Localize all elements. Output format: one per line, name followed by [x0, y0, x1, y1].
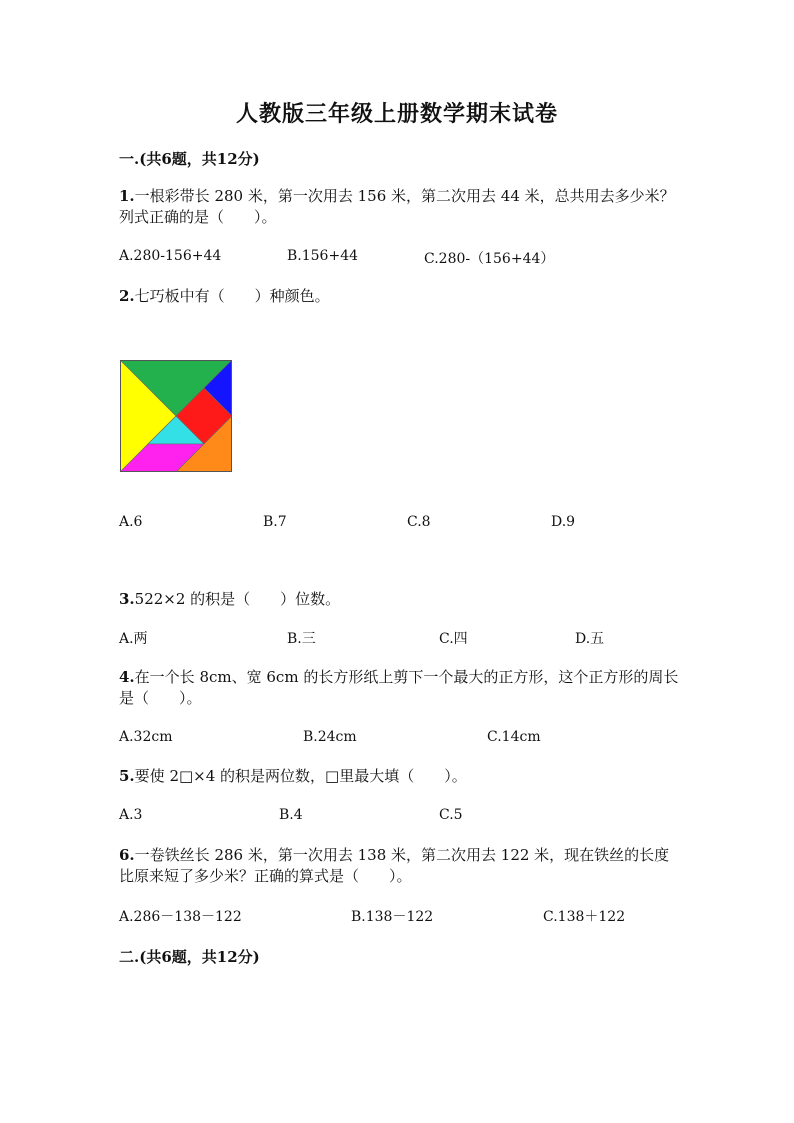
question-6: [119, 845, 679, 887]
question-number: 6.: [119, 846, 135, 864]
question-text: 一根彩带长 280 米，第一次用去 156 米，第二次用去 44 米，总共用去多少米？列式正确的是（ ）。: [119, 187, 675, 226]
question-3-options: [119, 628, 679, 648]
question-text: 一卷铁丝长 286 米，第一次用去 138 米，第二次用去 122 米，现在铁丝的长度比原来短了多少米？正确的算式是（ ）。: [119, 846, 670, 885]
question-2-options: [119, 514, 679, 534]
question-5: [119, 766, 679, 787]
option-a[interactable]: A.6: [119, 514, 143, 530]
section-heading-2: 二.(共6题，共12分): [119, 948, 260, 966]
option-b[interactable]: B.24cm: [303, 729, 357, 745]
tangram-image: [120, 360, 232, 472]
section-heading-1: 一.(共6题，共12分): [119, 150, 260, 168]
page-title: 人教版三年级上册数学期末试卷: [235, 101, 558, 127]
option-d[interactable]: D.9: [551, 514, 576, 530]
option-c[interactable]: C.280-（156+44）: [424, 251, 555, 267]
question-1-options: [119, 248, 679, 268]
question-number: 3.: [119, 590, 135, 608]
option-a[interactable]: A.286－138－122: [119, 909, 242, 925]
option-b[interactable]: B.7: [263, 514, 287, 530]
option-c[interactable]: C.四: [439, 631, 468, 647]
option-a[interactable]: A.280-156+44: [119, 248, 222, 264]
option-d[interactable]: D.五: [575, 631, 605, 647]
option-b[interactable]: B.4: [279, 807, 303, 823]
option-a[interactable]: A.32cm: [119, 729, 173, 745]
option-a[interactable]: A.两: [119, 631, 148, 647]
question-number: 2.: [119, 287, 135, 305]
question-5-options: [119, 807, 679, 827]
option-a[interactable]: A.3: [119, 807, 143, 823]
option-c[interactable]: C.8: [407, 514, 431, 530]
question-text: 七巧板中有（ ）种颜色。: [134, 287, 330, 305]
option-b[interactable]: B.三: [287, 631, 316, 647]
question-3: [119, 589, 679, 610]
option-b[interactable]: B.156+44: [287, 248, 359, 264]
option-c[interactable]: C.138＋122: [543, 909, 626, 925]
question-1: [119, 186, 679, 228]
question-4-options: [119, 729, 679, 749]
option-b[interactable]: B.138－122: [351, 909, 434, 925]
question-number: 5.: [119, 767, 135, 785]
question-text: 522×2 的积是（ ）位数。: [134, 590, 341, 608]
question-number: 1.: [119, 187, 135, 205]
option-c[interactable]: C.5: [439, 807, 463, 823]
question-number: 4.: [119, 668, 135, 686]
question-text: 在一个长 8cm、宽 6cm 的长方形纸上剪下一个最大的正方形，这个正方形的周长是（ ）。: [119, 668, 679, 707]
question-text: 要使 2□×4 的积是两位数，□里最大填（ ）。: [134, 767, 467, 785]
question-6-options: [119, 906, 679, 926]
question-2: [119, 286, 679, 307]
option-c[interactable]: C.14cm: [487, 729, 541, 745]
question-4: [119, 667, 679, 709]
